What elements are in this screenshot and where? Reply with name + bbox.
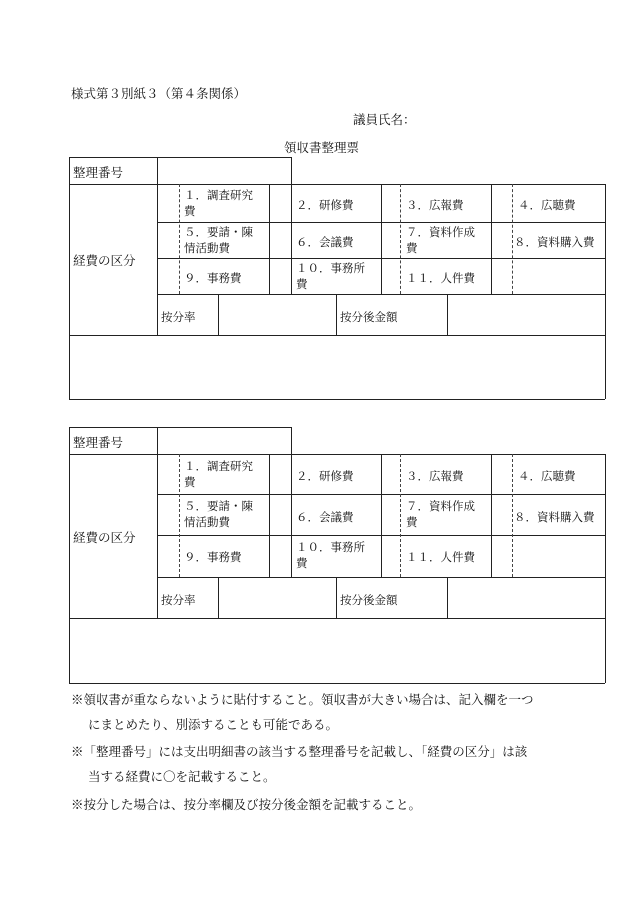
ratio-label: 按分率 bbox=[161, 593, 196, 607]
category-petition: ５．要請・陳 情活動費 bbox=[184, 499, 253, 529]
category-office-work: ９．事務費 bbox=[184, 550, 242, 564]
category-personnel: １１．人件費 bbox=[406, 271, 475, 285]
category-material-creation: ７．資料作成 費 bbox=[406, 225, 475, 255]
category-research: １．調査研究 費 bbox=[184, 459, 253, 489]
category-hearing: ４．広聴費 bbox=[518, 198, 576, 212]
ratio-label: 按分率 bbox=[161, 310, 196, 324]
note-2: ※「整理番号」には支出明細書の該当する整理番号を記載し、「経費の区分」は該 bbox=[71, 744, 528, 759]
category-research: １．調査研究 費 bbox=[184, 188, 253, 218]
page-title: 領収書整理票 bbox=[284, 140, 360, 155]
category-material-purchase: ８．資料購入費 bbox=[514, 235, 595, 249]
receipt-form-2 bbox=[0, 427, 630, 685]
category-office-rent: １０．事務所 費 bbox=[296, 261, 365, 291]
after-amount-label: 按分後金額 bbox=[340, 310, 398, 324]
form-number: 様式第３別紙３（第４条関係） bbox=[71, 86, 247, 101]
category-publicity: ３．広報費 bbox=[406, 469, 464, 483]
category-label: 経費の区分 bbox=[73, 530, 136, 545]
category-meeting: ６．会議費 bbox=[296, 510, 354, 524]
note-3: ※按分した場合は、按分率欄及び按分後金額を記載すること。 bbox=[71, 797, 422, 812]
category-material-purchase: ８．資料購入費 bbox=[514, 510, 595, 524]
note-1: ※領収書が重ならないように貼付すること。領収書が大きい場合は、記入欄を一つ bbox=[71, 692, 534, 707]
category-material-creation: ７．資料作成 費 bbox=[406, 499, 475, 529]
category-hearing: ４．広聴費 bbox=[518, 469, 576, 483]
category-office-rent: １０．事務所 費 bbox=[296, 540, 365, 570]
note-1-cont: にまとめたり、別添することも可能である。 bbox=[88, 717, 339, 732]
number-label: 整理番号 bbox=[73, 435, 124, 450]
category-personnel: １１．人件費 bbox=[406, 550, 475, 564]
number-label: 整理番号 bbox=[73, 165, 124, 180]
category-meeting: ６．会議費 bbox=[296, 235, 354, 249]
category-publicity: ３．広報費 bbox=[406, 198, 464, 212]
category-petition: ５．要請・陳 情活動費 bbox=[184, 225, 253, 255]
category-training: ２．研修費 bbox=[296, 469, 354, 483]
category-label: 経費の区分 bbox=[73, 253, 136, 268]
note-2-cont: 当する経費に〇を記載すること。 bbox=[88, 769, 276, 784]
receipt-form-1 bbox=[0, 157, 630, 401]
category-office-work: ９．事務費 bbox=[184, 271, 242, 285]
after-amount-label: 按分後金額 bbox=[340, 593, 398, 607]
category-training: ２．研修費 bbox=[296, 198, 354, 212]
member-name-label: 議員氏名： bbox=[353, 112, 416, 127]
